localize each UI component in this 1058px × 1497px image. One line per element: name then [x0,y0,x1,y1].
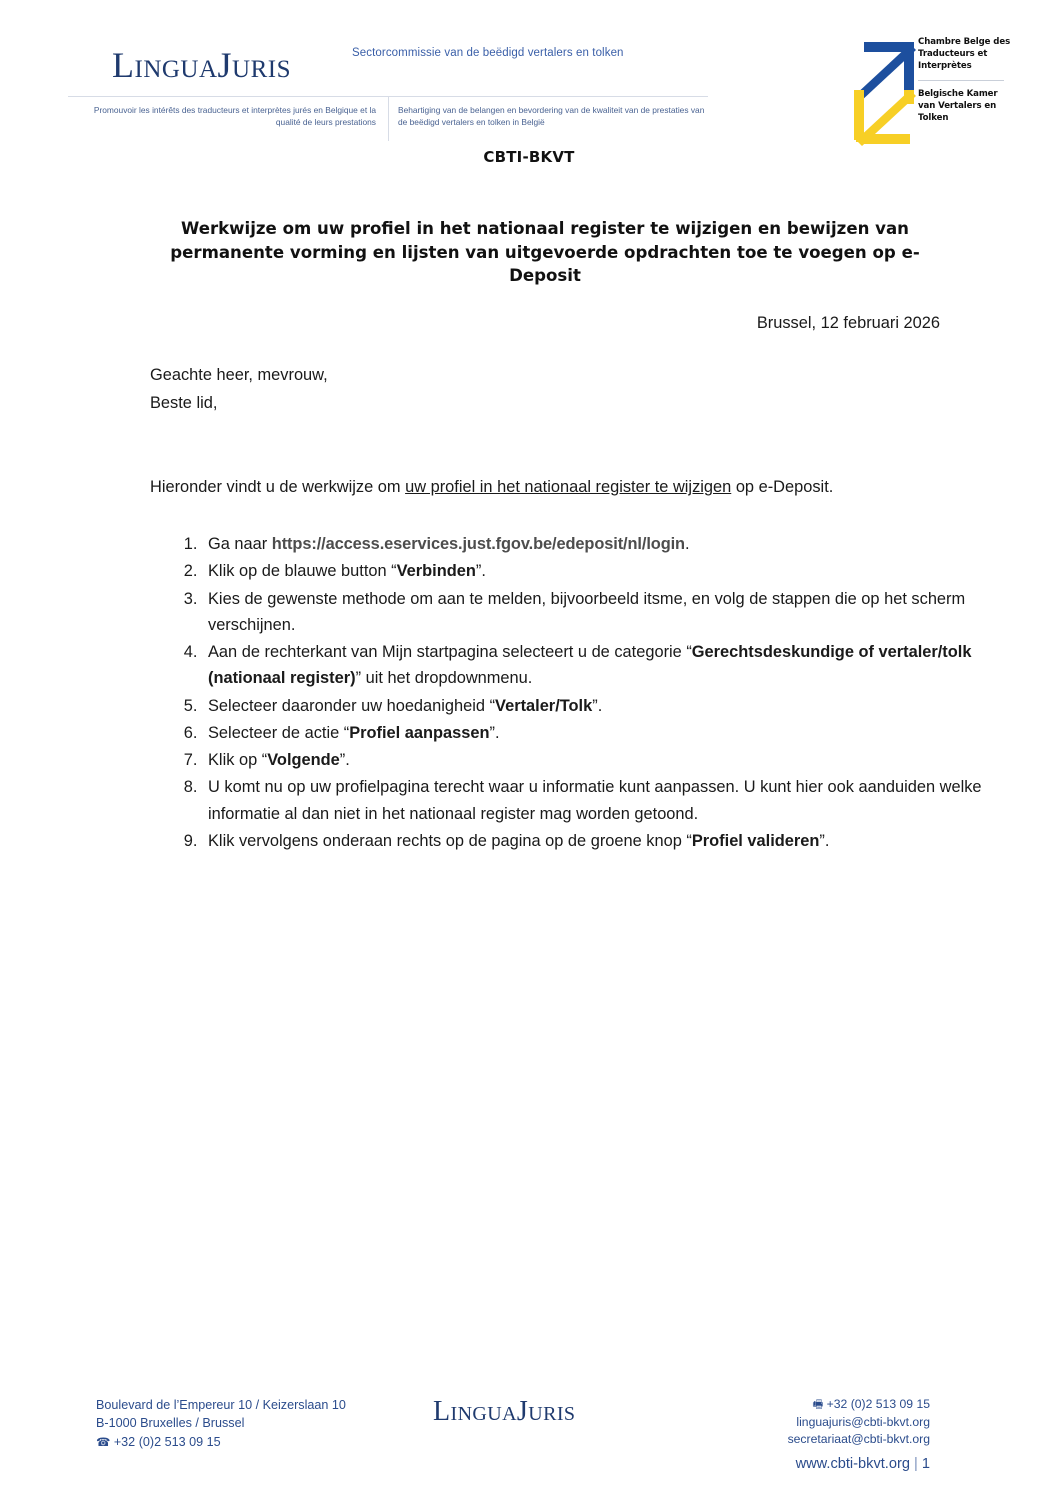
salutation [150,362,940,417]
instruction-step [202,720,1002,746]
salutation-line-1: Geachte heer, mevrouw, [150,366,328,384]
footer-contact-block [700,1396,930,1449]
instruction-step [202,747,1002,773]
footer-fax-number: +32 (0)2 513 09 15 [826,1397,930,1411]
step-text: Klik op “ [208,751,268,769]
step-text: . [684,535,690,553]
step-text: ”. [489,723,500,742]
footer-phone-number: +32 (0)2 513 09 15 [113,1434,221,1449]
fax-icon: 🖷 [812,1397,824,1411]
page-title: Werkwijze om uw profiel in het nationaal register te wijzigen en bewijzen van permanente vorming en lijsten van uitgevoerde opdrachten toe te voegen op e-Deposit [170,219,920,286]
instruction-step [202,639,1002,692]
step-emphasis: Volgende [267,751,340,769]
telephone-icon: ☎ [96,1434,111,1449]
footer-address-line-2: B-1000 Bruxelles / Brussel [96,1416,245,1431]
intro-text-after: op e-Deposit. [731,478,834,497]
step-emphasis: Profiel aanpassen [349,723,490,742]
step-text: ”. [475,562,486,581]
footer-page-number: 1 [921,1456,930,1472]
cbti-logo-text-nl: Belgische Kamer van Vertalers en Tolken [918,88,998,124]
footer-website-row [700,1456,930,1472]
footer-email-2[interactable]: secretariaat@cbti-bkvt.org [787,1432,930,1447]
step-text: ”. [592,696,603,715]
intro-text-before: Hieronder vindt u de werkwijze om [150,478,406,497]
instruction-step [202,558,1002,584]
cbti-logo-text-fr: Chambre Belge des Traducteurs et Interprètes [918,37,1011,72]
step-text: Klik vervolgens onderaan rechts op de pagina op de groene knop “ [208,831,692,850]
step-text: ” uit het dropdownmenu. [355,669,533,688]
place-and-date: Brussel, 12 februari 2026 [756,314,940,332]
step-text: Kies de gewenste methode om aan te melden, bijvoorbeeld itsme, en volg de stappen die op het scherm verschijnen. [208,589,966,634]
intro-paragraph [150,474,950,501]
cbti-arrow-mark [846,30,924,152]
footer-phone-row [96,1433,346,1451]
sector-commission-line: Sectorcommissie van de beëdigd vertalers en tolken [352,47,624,59]
step-text: Aan de rechterkant van Mijn startpagina selecteert u de categorie “ [208,643,692,661]
step-emphasis: Profiel valideren [691,831,820,850]
step-text: Selecteer daaronder uw hoedanigheid “ [208,696,496,715]
step-text: U komt nu op uw profielpagina terecht waar u informatie kunt aanpassen. U kunt hier ook aanduiden welke informatie al dan niet in het nationaal register mag worden getoond. [208,778,982,823]
footer-address-line-1: Boulevard de l’Empereur 10 / Keizerslaan 10 [96,1398,346,1412]
instruction-step [202,774,1002,827]
footer-linguajuris-logo: LinguaJuris [433,1396,576,1427]
step-text: Klik op de blauwe button “ [208,562,397,581]
tagline-dutch: Behartiging van de belangen en bevordering van de kwaliteit van de prestaties van de beëdigd vertalers en tolken in België [398,105,705,127]
cbti-logo-text-divider [918,80,1004,81]
cbti-logo-text [918,36,1014,124]
page-header [0,0,1058,170]
instruction-step [202,693,1002,719]
step-emphasis: Vertaler/Tolk [495,696,593,715]
page-footer [0,1360,1058,1497]
cbti-bkvt-logo [846,30,1011,160]
salutation-line-2: Beste lid, [150,393,218,412]
linguajuris-logo: LinguaJuris [112,45,291,85]
tagline-french: Promouvoir les intérêts des traducteurs et interprètes jurés en Belgique et la qualité de leurs prestations [93,105,376,127]
header-vertical-divider [388,96,389,141]
intro-underlined-text: uw profiel in het nationaal register te wijzigen [405,478,732,497]
step-text: ”. [339,751,350,769]
footer-website-link[interactable]: www.cbti-bkvt.org [795,1456,910,1472]
step-text: ”. [819,831,830,850]
instruction-step [202,828,1002,854]
step-url[interactable]: https://access.eservices.just.fgov.be/edeposit/nl/login [271,535,685,553]
step-emphasis: Verbinden [396,562,476,581]
footer-fax-row [700,1396,930,1414]
organisation-name: CBTI-BKVT [483,148,575,166]
footer-address-block [96,1396,346,1451]
footer-page-separator: | [914,1456,918,1472]
instruction-step [202,586,1002,639]
instruction-step [202,531,1002,557]
instruction-steps-list [150,531,1002,855]
footer-email-1[interactable]: linguajuris@cbti-bkvt.org [796,1414,930,1429]
step-emphasis: Gerechtsdeskundige of vertaler/tolk (nationaal register) [208,643,972,688]
step-text: Selecteer de actie “ [208,723,350,742]
step-text: Ga naar [208,535,272,553]
